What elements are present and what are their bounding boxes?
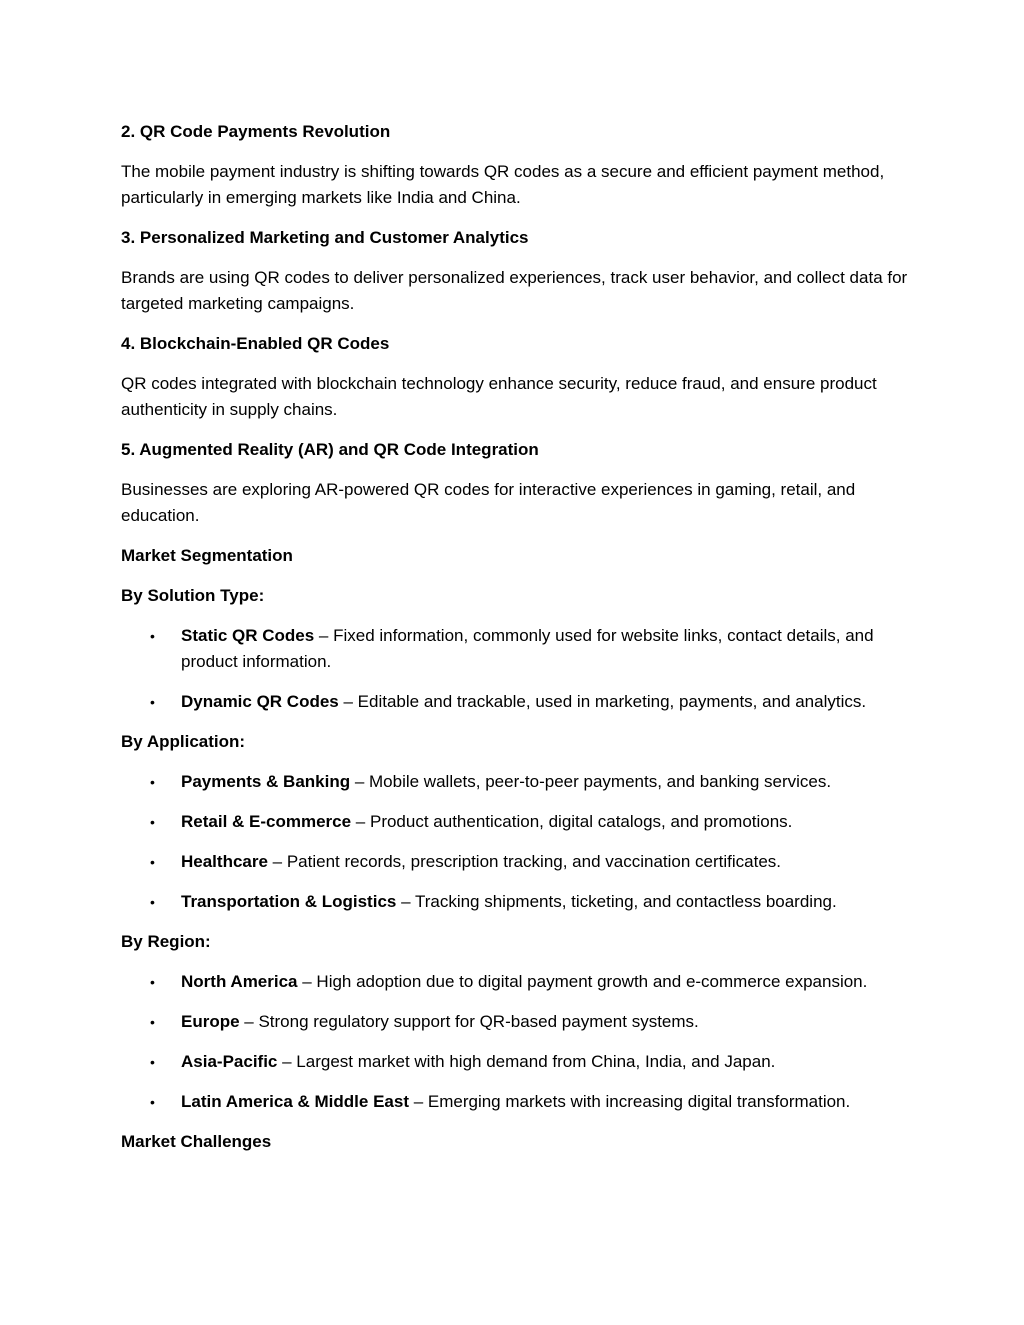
list-item bbox=[121, 889, 911, 915]
list-item-term: Healthcare bbox=[181, 852, 268, 871]
list-item-desc: – Emerging markets with increasing digital transformation. bbox=[408, 1092, 851, 1111]
list-item-term: Payments & Banking bbox=[181, 772, 351, 791]
list-item-term: Europe bbox=[181, 1012, 240, 1031]
list-item-desc: – High adoption due to digital payment growth and e-commerce expansion. bbox=[297, 972, 868, 991]
market-segmentation-heading: Market Segmentation bbox=[121, 546, 293, 565]
application-list bbox=[121, 769, 911, 915]
by-region-heading: By Region: bbox=[121, 932, 211, 951]
list-item-desc: – Fixed information, commonly used for website links, contact details, and product information. bbox=[181, 626, 874, 671]
section-body-personalized-marketing: Brands are using QR codes to deliver personalized experiences, track user behavior, and collect data for targeted marketing campaigns. bbox=[121, 268, 908, 313]
region-list bbox=[121, 969, 911, 1115]
by-solution-type-heading: By Solution Type: bbox=[121, 586, 265, 605]
list-item-term: Asia-Pacific bbox=[181, 1052, 278, 1071]
by-application-heading: By Application: bbox=[121, 732, 246, 751]
list-item-term: North America bbox=[181, 972, 298, 991]
list-item-desc: – Product authentication, digital catalogs, and promotions. bbox=[351, 812, 793, 831]
list-item-desc: – Tracking shipments, ticketing, and contactless boarding. bbox=[396, 892, 837, 911]
list-item-desc: – Mobile wallets, peer-to-peer payments, and banking services. bbox=[350, 772, 832, 791]
list-item bbox=[121, 623, 911, 675]
section-heading-personalized-marketing: 3. Personalized Marketing and Customer Analytics bbox=[121, 228, 529, 247]
list-item bbox=[121, 969, 911, 995]
list-item bbox=[121, 809, 911, 835]
bullet-icon: • bbox=[150, 628, 155, 644]
section-heading-qr-payments: 2. QR Code Payments Revolution bbox=[121, 122, 391, 141]
list-item bbox=[121, 1009, 911, 1035]
bullet-icon: • bbox=[150, 1054, 155, 1070]
list-item bbox=[121, 769, 911, 795]
section-heading-blockchain: 4. Blockchain-Enabled QR Codes bbox=[121, 334, 390, 353]
section-heading-ar-integration: 5. Augmented Reality (AR) and QR Code Integration bbox=[121, 440, 539, 459]
list-item-term: Dynamic QR Codes bbox=[181, 692, 339, 711]
list-item bbox=[121, 1049, 911, 1075]
bullet-icon: • bbox=[150, 1014, 155, 1030]
list-item-term: Retail & E-commerce bbox=[181, 812, 352, 831]
list-item-desc: – Strong regulatory support for QR-based payment systems. bbox=[239, 1012, 699, 1031]
list-item bbox=[121, 1089, 911, 1115]
list-item-term: Latin America & Middle East bbox=[181, 1092, 409, 1111]
bullet-icon: • bbox=[150, 974, 155, 990]
bullet-icon: • bbox=[150, 1094, 155, 1110]
document-page bbox=[121, 119, 911, 1169]
section-body-qr-payments: The mobile payment industry is shifting towards QR codes as a secure and efficient payment method, particularly in emerging markets like India and China. bbox=[121, 162, 885, 207]
section-body-ar-integration: Businesses are exploring AR-powered QR codes for interactive experiences in gaming, retail, and education. bbox=[121, 480, 856, 525]
market-challenges-heading: Market Challenges bbox=[121, 1132, 272, 1151]
bullet-icon: • bbox=[150, 854, 155, 870]
list-item-desc: – Editable and trackable, used in marketing, payments, and analytics. bbox=[338, 692, 867, 711]
list-item bbox=[121, 849, 911, 875]
list-item-term: Transportation & Logistics bbox=[181, 892, 397, 911]
solution-type-list bbox=[121, 623, 911, 715]
bullet-icon: • bbox=[150, 774, 155, 790]
list-item-desc: – Patient records, prescription tracking, and vaccination certificates. bbox=[267, 852, 782, 871]
section-body-blockchain: QR codes integrated with blockchain technology enhance security, reduce fraud, and ensure product authenticity in supply chains. bbox=[121, 374, 877, 419]
list-item-term: Static QR Codes bbox=[181, 626, 315, 645]
bullet-icon: • bbox=[150, 894, 155, 910]
bullet-icon: • bbox=[150, 814, 155, 830]
list-item bbox=[121, 689, 911, 715]
list-item-desc: – Largest market with high demand from China, India, and Japan. bbox=[277, 1052, 776, 1071]
bullet-icon: • bbox=[150, 694, 155, 710]
